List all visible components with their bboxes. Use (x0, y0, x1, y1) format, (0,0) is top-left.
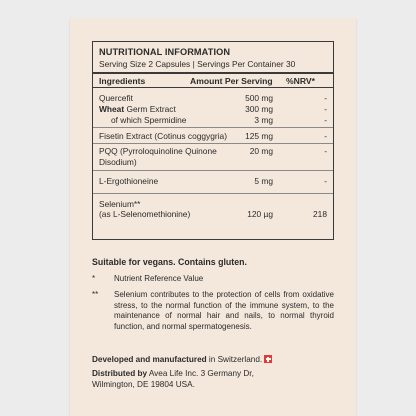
row-divider (93, 143, 333, 144)
ingredient-amount: 120 µg (247, 209, 273, 219)
row-divider (93, 193, 333, 194)
thick-rule (93, 72, 333, 74)
ingredient-name: of which Spermidine (111, 115, 187, 125)
ingredient-nrv: - (324, 104, 327, 114)
row-divider (93, 170, 333, 171)
ingredient-amount: 125 mg (245, 131, 273, 141)
header-amount: Amount Per Serving (190, 76, 273, 86)
ingredient-amount: 500 mg (245, 93, 273, 103)
ingredient-name: Fisetin Extract (Cotinus coggygria) (99, 131, 227, 141)
ingredient-name: L-Ergothioneine (99, 176, 159, 186)
distributor-info (92, 368, 342, 390)
header-rule (93, 87, 333, 88)
ingredient-name: Selenium** (99, 199, 141, 209)
header-nrv: %NRV* (286, 76, 315, 86)
distributor-bold: Distributed by (92, 369, 148, 378)
ingredient-nrv: 218 (313, 209, 327, 219)
ingredient-nrv: - (324, 176, 327, 186)
header-ingredients: Ingredients (99, 76, 146, 86)
distributor-city: Wilmington, DE 19804 USA. (92, 380, 195, 389)
ingredient-name: PQQ (Pyrroloquinoline Quinone (99, 146, 217, 156)
ingredient-name-bold: Wheat (99, 104, 125, 114)
label-card (70, 18, 356, 416)
ingredient-name (99, 104, 176, 114)
footnote (92, 290, 334, 332)
serving-info: Serving Size 2 Capsules | Servings Per Container 30 (99, 59, 296, 69)
footnote-mark: * (92, 274, 96, 283)
ingredient-nrv: - (324, 93, 327, 103)
ingredient-amount: 3 mg (254, 115, 273, 125)
origin-bold: Developed and manufactured (92, 355, 207, 364)
footnote (92, 274, 334, 285)
ingredient-nrv: - (324, 115, 327, 125)
ingredient-name: (as L-Selenomethionine) (99, 209, 191, 219)
footnote-text: Selenium contributes to the protection of cells from oxidative stress, to the normal function of the immune system, to the maintenance of normal hair and nails, to normal thyroid function, and normal spermatogenesis. (114, 290, 334, 331)
ingredient-nrv: - (324, 131, 327, 141)
ingredient-name: Disodium) (99, 157, 137, 167)
nutrition-panel (92, 41, 334, 240)
panel-title: NUTRITIONAL INFORMATION (99, 47, 231, 57)
footnote-text: Nutrient Reference Value (114, 274, 204, 283)
row-divider (93, 127, 333, 128)
ingredient-name: Quercefit (99, 93, 133, 103)
footnote-mark: ** (92, 290, 99, 299)
vegan-statement: Suitable for vegans. Contains gluten. (92, 257, 247, 267)
ingredient-amount: 20 mg (249, 146, 273, 156)
swiss-flag-icon (264, 355, 272, 363)
ingredient-name-rest: Germ Extract (124, 104, 176, 114)
distributor-address: Avea Life Inc. 3 Germany Dr, (147, 369, 254, 378)
ingredient-nrv: - (324, 146, 327, 156)
origin-rest: in Switzerland. (206, 355, 263, 364)
ingredient-amount: 5 mg (254, 176, 273, 186)
ingredient-amount: 300 mg (245, 104, 273, 114)
origin-statement (92, 355, 272, 364)
